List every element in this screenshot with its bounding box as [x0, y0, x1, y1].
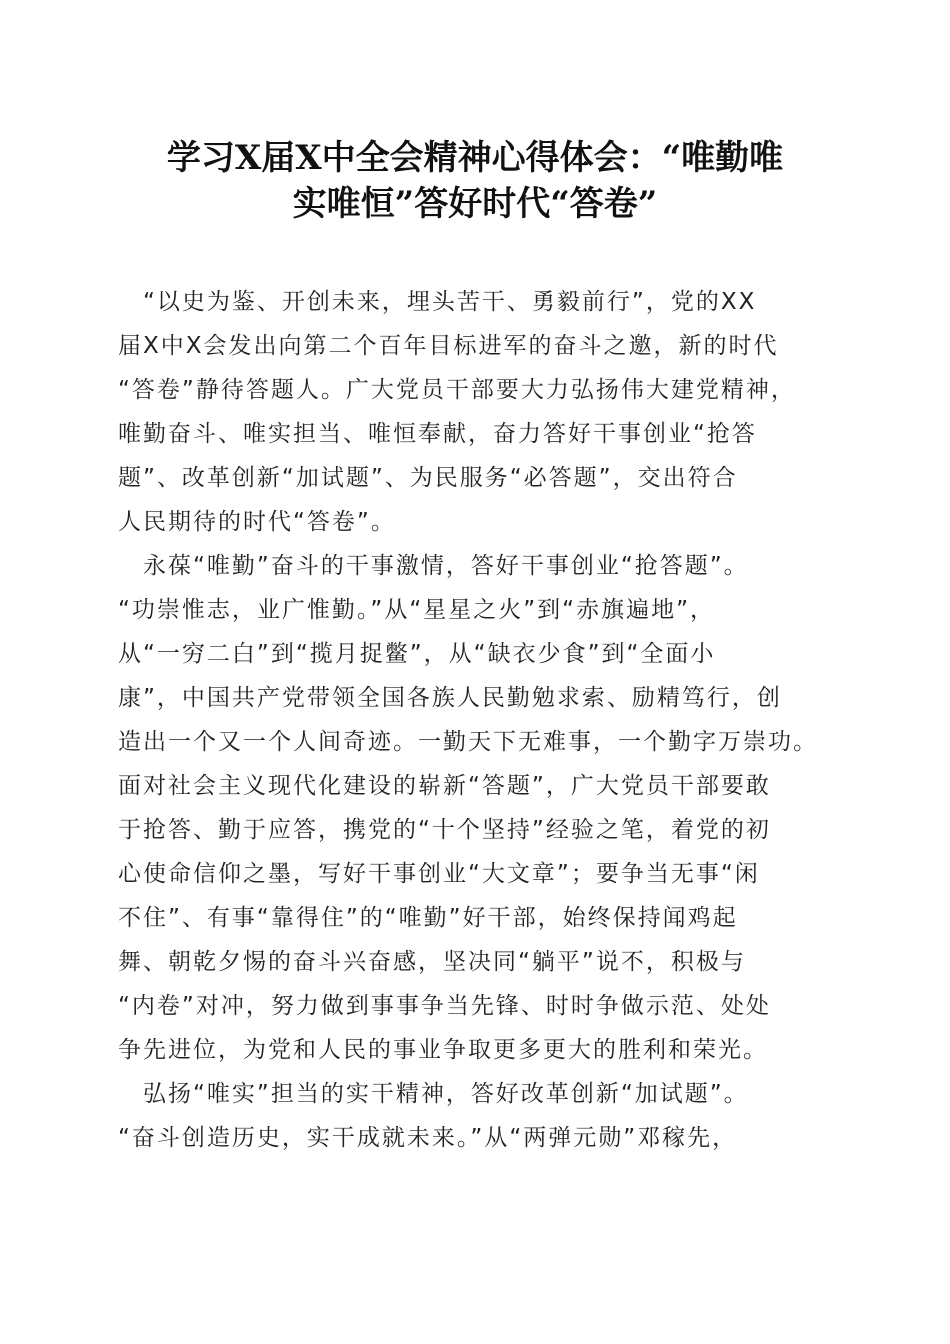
body-line: 永葆“唯勤”奋斗的干事激情，答好干事创业“抢答题”。 — [118, 553, 749, 579]
body-line: “答卷”静待答题人。广大党员干部要大力弘扬伟大建党精神， — [118, 377, 796, 403]
body-line: 于抢答、勤于应答，携党的“十个坚持”经验之笔，着党的初 — [118, 817, 771, 843]
body-line: “以史为鉴、开创未来，埋头苦干、勇毅前行”，党的XX — [118, 289, 757, 315]
body-line: 题”、改革创新“加试题”、为民服务“必答题”，交出符合 — [118, 465, 738, 491]
body-line: 舞、朝乾夕惕的奋斗兴奋感，坚决同“躺平”说不，积极与 — [118, 949, 746, 975]
body-line: 康”，中国共产党带领全国各族人民勤勉求索、励精笃行，创 — [118, 685, 782, 711]
document-title — [118, 135, 832, 227]
body-line: 造出一个又一个人间奇迹。一勤天下无难事，一个勤字万崇功。 — [118, 729, 818, 755]
title-line-1: 学习X届X中全会精神心得体会：“唯勤唯 — [166, 138, 784, 178]
title-line-2: 实唯恒”答好时代“答卷” — [292, 184, 658, 224]
body-line: “功崇惟志，业广惟勤。”从“星星之火”到“赤旗遍地”， — [118, 597, 715, 623]
body-line: 届X中X会发出向第二个百年目标进军的奋斗之邀，新的时代 — [118, 333, 779, 359]
body-line: 从“一穷二白”到“揽月捉鳖”，从“缺衣少食”到“全面小 — [118, 641, 716, 667]
body-line: “内卷”对冲，努力做到事事争当先锋、时时争做示范、处处 — [118, 993, 771, 1019]
body-line: 人民期待的时代“答卷”。 — [118, 509, 396, 535]
document-body — [118, 280, 832, 1160]
body-line: 面对社会主义现代化建设的崭新“答题”，广大党员干部要敢 — [118, 773, 771, 799]
body-line: 争先进位，为党和人民的事业争取更多更大的胜利和荣光。 — [118, 1037, 768, 1063]
body-line: 不住”、有事“靠得住”的“唯勤”好干部，始终保持闻鸡起 — [118, 905, 738, 931]
body-line: 弘扬“唯实”担当的实干精神，答好改革创新“加试题”。 — [118, 1081, 749, 1107]
body-line: “奋斗创造历史，实干成就未来。”从“两弹元勋”邓稼先， — [118, 1125, 738, 1151]
body-line: 心使命信仰之墨，写好干事创业“大文章”；要争当无事“闲 — [118, 861, 760, 887]
body-line: 唯勤奋斗、唯实担当、唯恒奉献，奋力答好干事创业“抢答 — [118, 421, 757, 447]
